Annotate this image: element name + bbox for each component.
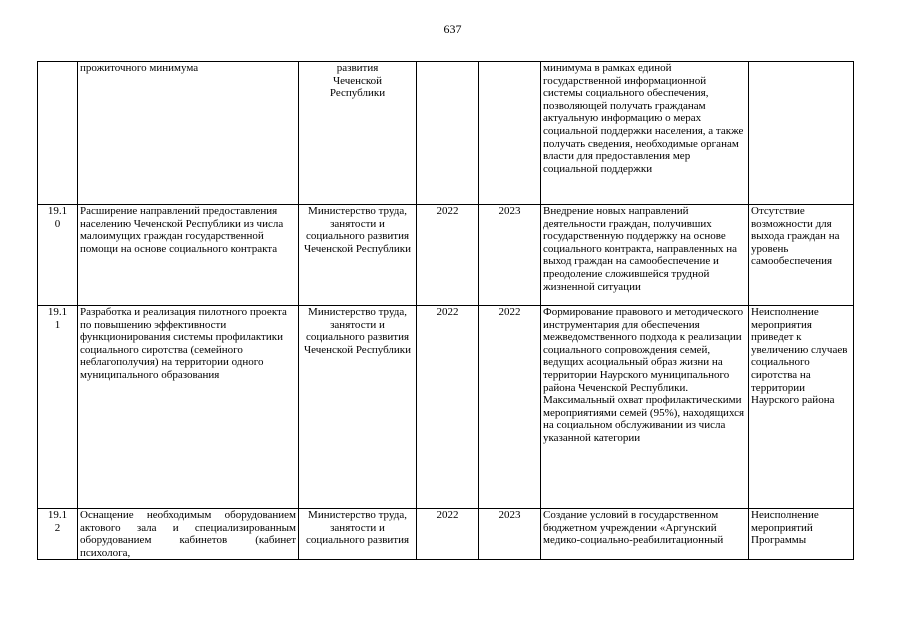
result-cell: Внедрение новых направлений деятельности граждан, получивших государственную поддержку на основе социального контракта, направленных на выход граждан на самообеспечение и преодоление сложившейся трудной жизненной ситуации: [541, 205, 749, 306]
consequence-cell: [749, 62, 854, 205]
table-row: [38, 62, 854, 205]
executor-cell: Министерство труда, занятости и социального развития: [299, 509, 417, 560]
result-cell: Формирование правового и методического инструментария для обеспечения межведомственного подхода к реализации социального сопровождения семей, ведущих асоциальный образ жизни на территории Наурского муниципального района Чеченской Республики. Максимальный охват профилактическими мероприятиями семей (95%), находящихся на социальном обслуживании из числа указанной категории: [541, 306, 749, 509]
start-year-cell: [417, 62, 479, 205]
row-number-cell: 19.1 0: [38, 205, 78, 306]
consequence-cell: Неисполнение мероприятий Программы: [749, 509, 854, 560]
start-year-cell: 2022: [417, 205, 479, 306]
result-cell: минимума в рамках единой государственной информационной системы социального обеспечения, позволяющей получать гражданам актуальную информацию о мерах социальной поддержки населения, а также получать сведения, необходимые органам власти для предоставления мер социальной поддержки: [541, 62, 749, 205]
end-year-cell: 2022: [479, 306, 541, 509]
page-number: 637: [443, 22, 462, 36]
row-number-cell: 19.1 2: [38, 509, 78, 560]
measure-cell: прожиточного минимума: [78, 62, 299, 205]
measure-cell: Оснащение необходимым оборудованием актового зала и специализированным оборудованием кабинетов (кабинет психолога,: [78, 509, 299, 560]
table-row: [38, 205, 854, 306]
executor-cell: Министерство труда, занятости и социального развития Чеченской Республики: [299, 205, 417, 306]
row-number-cell: [38, 62, 78, 205]
end-year-cell: 2023: [479, 205, 541, 306]
end-year-cell: 2023: [479, 509, 541, 560]
table-row: [38, 306, 854, 509]
start-year-cell: 2022: [417, 509, 479, 560]
executor-cell: развития Чеченской Республики: [299, 62, 417, 205]
executor-cell: Министерство труда, занятости и социального развития Чеченской Республики: [299, 306, 417, 509]
start-year-cell: 2022: [417, 306, 479, 509]
consequence-cell: Отсутствие возможности для выхода граждан на уровень самообеспечения: [749, 205, 854, 306]
program-measures-table: [37, 61, 854, 560]
measure-cell: Расширение направлений предоставления населению Чеченской Республики из числа малоимущих граждан государственной помощи на основе социального контракта: [78, 205, 299, 306]
measure-cell: Разработка и реализация пилотного проекта по повышению эффективности функционирования системы профилактики социального сиротства (семейного неблагополучия) на территории одного муниципального образования: [78, 306, 299, 509]
result-cell: Создание условий в государственном бюджетном учреждении «Аргунский медико-социально-реабилитационный: [541, 509, 749, 560]
row-number-cell: 19.1 1: [38, 306, 78, 509]
end-year-cell: [479, 62, 541, 205]
table-row: [38, 509, 854, 560]
consequence-cell: Неисполнение мероприятия приведет к увеличению случаев социального сиротства на территории Наурского района: [749, 306, 854, 509]
